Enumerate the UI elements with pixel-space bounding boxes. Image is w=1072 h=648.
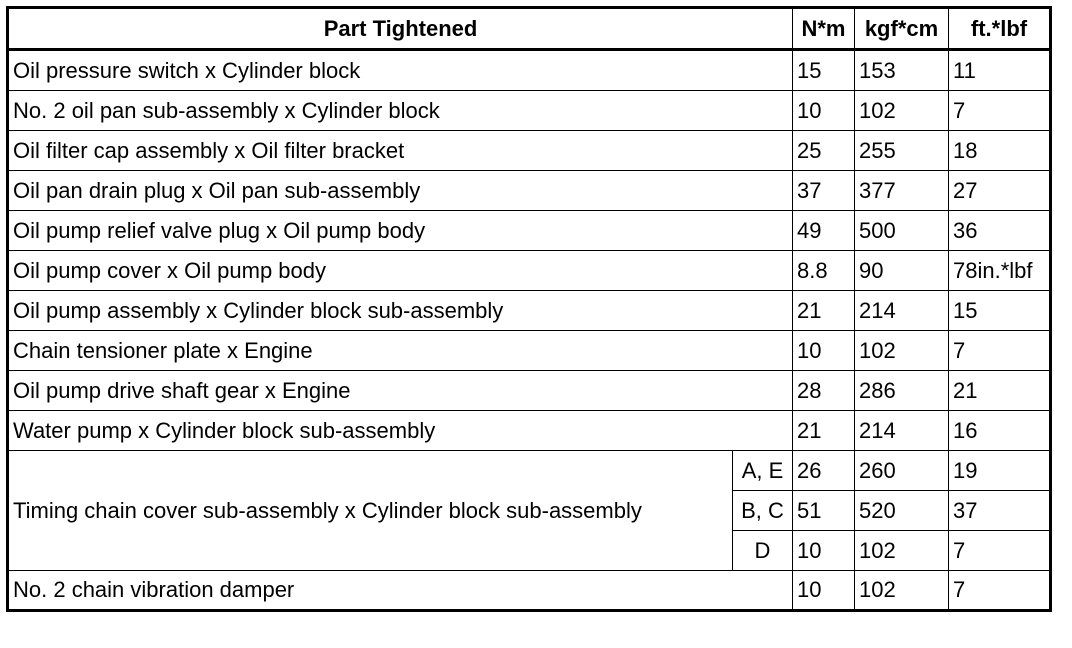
header-kgfcm: kgf*cm (855, 8, 949, 50)
table-row (8, 91, 1051, 131)
part-cell: No. 2 chain vibration damper (8, 571, 793, 611)
kgfcm-cell: 500 (855, 211, 949, 251)
kgfcm-cell: 153 (855, 50, 949, 91)
table-row (8, 131, 1051, 171)
kgfcm-cell: 214 (855, 411, 949, 451)
header-part-tightened: Part Tightened (8, 8, 793, 50)
table-row (8, 50, 1051, 91)
ftlbf-cell: 7 (949, 91, 1051, 131)
ftlbf-cell: 18 (949, 131, 1051, 171)
nm-cell: 8.8 (793, 251, 855, 291)
bolt-cell: A, E (733, 451, 793, 491)
ftlbf-cell: 36 (949, 211, 1051, 251)
bolt-cell: D (733, 531, 793, 571)
kgfcm-cell: 520 (855, 491, 949, 531)
table-row (8, 171, 1051, 211)
nm-cell: 25 (793, 131, 855, 171)
ftlbf-cell: 21 (949, 371, 1051, 411)
part-cell: Water pump x Cylinder block sub-assembly (8, 411, 793, 451)
part-cell: Oil pan drain plug x Oil pan sub-assembly (8, 171, 793, 211)
ftlbf-cell: 16 (949, 411, 1051, 451)
nm-cell: 49 (793, 211, 855, 251)
ftlbf-cell: 11 (949, 50, 1051, 91)
timing-chain-row (8, 451, 1051, 491)
ftlbf-cell: 78in.*lbf (949, 251, 1051, 291)
table-row (8, 291, 1051, 331)
kgfcm-cell: 102 (855, 571, 949, 611)
part-cell: Timing chain cover sub-assembly x Cylinder block sub-assembly (8, 451, 733, 571)
part-cell: Oil pump drive shaft gear x Engine (8, 371, 793, 411)
kgfcm-cell: 102 (855, 331, 949, 371)
kgfcm-cell: 255 (855, 131, 949, 171)
table-row (8, 571, 1051, 611)
nm-cell: 21 (793, 291, 855, 331)
ftlbf-cell: 19 (949, 451, 1051, 491)
kgfcm-cell: 102 (855, 91, 949, 131)
ftlbf-cell: 27 (949, 171, 1051, 211)
header-row (8, 8, 1051, 50)
table-row (8, 251, 1051, 291)
part-cell: Oil pump assembly x Cylinder block sub-assembly (8, 291, 793, 331)
ftlbf-cell: 15 (949, 291, 1051, 331)
ftlbf-cell: 7 (949, 331, 1051, 371)
kgfcm-cell: 214 (855, 291, 949, 331)
kgfcm-cell: 260 (855, 451, 949, 491)
kgfcm-cell: 377 (855, 171, 949, 211)
ftlbf-cell: 7 (949, 531, 1051, 571)
part-cell: No. 2 oil pan sub-assembly x Cylinder block (8, 91, 793, 131)
part-cell: Chain tensioner plate x Engine (8, 331, 793, 371)
nm-cell: 10 (793, 91, 855, 131)
part-cell: Oil pump cover x Oil pump body (8, 251, 793, 291)
nm-cell: 26 (793, 451, 855, 491)
nm-cell: 37 (793, 171, 855, 211)
ftlbf-cell: 7 (949, 571, 1051, 611)
header-ftlbf: ft.*lbf (949, 8, 1051, 50)
part-cell: Oil pump relief valve plug x Oil pump body (8, 211, 793, 251)
part-cell: Oil pressure switch x Cylinder block (8, 50, 793, 91)
ftlbf-cell: 37 (949, 491, 1051, 531)
table-row (8, 371, 1051, 411)
nm-cell: 10 (793, 531, 855, 571)
nm-cell: 28 (793, 371, 855, 411)
kgfcm-cell: 102 (855, 531, 949, 571)
header-nm: N*m (793, 8, 855, 50)
nm-cell: 10 (793, 571, 855, 611)
kgfcm-cell: 286 (855, 371, 949, 411)
bolt-cell: B, C (733, 491, 793, 531)
nm-cell: 10 (793, 331, 855, 371)
nm-cell: 51 (793, 491, 855, 531)
table-row (8, 411, 1051, 451)
nm-cell: 21 (793, 411, 855, 451)
kgfcm-cell: 90 (855, 251, 949, 291)
torque-spec-table (6, 6, 1052, 612)
table-row (8, 211, 1051, 251)
table-row (8, 331, 1051, 371)
part-cell: Oil filter cap assembly x Oil filter bracket (8, 131, 793, 171)
nm-cell: 15 (793, 50, 855, 91)
